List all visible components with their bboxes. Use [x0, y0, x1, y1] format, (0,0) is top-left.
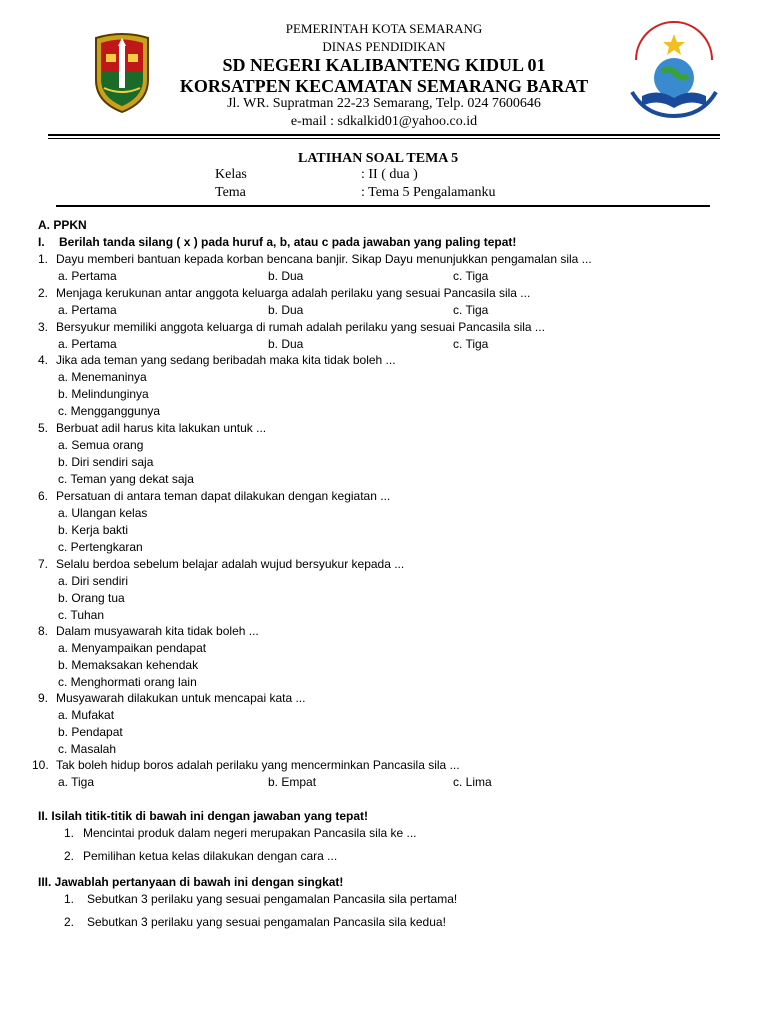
question-text: Dalam musyawarah kita tidak boleh ... [56, 624, 259, 638]
class-value: : II ( dua ) [361, 167, 418, 182]
part2-item-number: 2. [64, 849, 75, 863]
answer-option: c. Tiga [453, 337, 489, 351]
answer-option: c. Masalah [58, 742, 117, 756]
header-government: PEMERINTAH KOTA SEMARANG [285, 21, 483, 36]
question-text: Menjaga kerukunan antar anggota keluarga adalah perilaku yang sesuai Pancasila sila ... [56, 286, 531, 300]
question-text: Jika ada teman yang sedang beribadah maka kita tidak boleh ... [56, 353, 396, 367]
question-text: Berbuat adil harus kita lakukan untuk ... [56, 421, 267, 435]
worksheet-title: LATIHAN SOAL TEMA 5 [298, 151, 459, 166]
part2-instruction: II. Isilah titik-titik di bawah ini dengan jawaban yang tepat! [38, 809, 369, 823]
part2-item-text: Mencintai produk dalam negeri merupakan Pancasila sila ke ... [83, 826, 417, 840]
answer-option: b. Diri sendiri saja [58, 455, 154, 469]
question-number: 1. [38, 252, 49, 266]
answer-option: a. Menyampaikan pendapat [58, 641, 207, 655]
answer-option: a. Menemaninya [58, 370, 147, 384]
answer-option: b. Kerja bakti [58, 523, 129, 537]
answer-option: b. Melindunginya [58, 387, 149, 401]
answer-option: b. Orang tua [58, 591, 125, 605]
question-number: 6. [38, 489, 49, 503]
question-text: Persatuan di antara teman dapat dilakukan dengan kegiatan ... [56, 489, 391, 503]
header-email: e-mail : sdkalkid01@yahoo.co.id [290, 114, 478, 129]
title-divider [56, 205, 710, 207]
answer-option: b. Dua [268, 303, 304, 317]
question-text: Dayu memberi bantuan kepada korban bencana banjir. Sikap Dayu menunjukkan pengamalan sila ... [56, 252, 592, 266]
theme-value: : Tema 5 Pengalamanku [361, 185, 496, 200]
answer-option: c. Tiga [453, 269, 489, 283]
answer-option: a. Semua orang [58, 438, 144, 452]
answer-option: c. Pertengkaran [58, 540, 143, 554]
question-number: 5. [38, 421, 49, 435]
answer-option: b. Dua [268, 269, 304, 283]
section-heading: A. PPKN [38, 218, 87, 232]
question-number: 10. [32, 758, 49, 772]
answer-option: a. Pertama [58, 303, 117, 317]
part3-item-text: Sebutkan 3 perilaku yang sesuai pengamalan Pancasila sila pertama! [87, 892, 458, 906]
question-number: 4. [38, 353, 49, 367]
part3-item-number: 1. [64, 892, 75, 906]
answer-option: c. Menghormati orang lain [58, 675, 197, 689]
question-number: 2. [38, 286, 49, 300]
letterhead-divider-thick [48, 134, 720, 136]
header-district: KORSATPEN KECAMATAN SEMARANG BARAT [179, 76, 589, 96]
answer-option: b. Memaksakan kehendak [58, 658, 199, 672]
theme-label: Tema [215, 185, 246, 200]
question-number: 9. [38, 691, 49, 705]
question-text: Selalu berdoa sebelum belajar adalah wujud bersyukur kepada ... [56, 557, 405, 571]
part3-item-number: 2. [64, 915, 75, 929]
answer-option: c. Lima [453, 775, 492, 789]
answer-option: c. Tiga [453, 303, 489, 317]
class-label: Kelas [215, 167, 247, 182]
part3-item-text: Sebutkan 3 perilaku yang sesuai pengamalan Pancasila sila kedua! [87, 915, 446, 929]
question-number: 7. [38, 557, 49, 571]
answer-option: a. Tiga [58, 775, 95, 789]
question-text: Bersyukur memiliki anggota keluarga di rumah adalah perilaku yang sesuai Pancasila sila ... [56, 320, 545, 334]
header-school-name: SD NEGERI KALIBANTENG KIDUL 01 [222, 55, 546, 75]
part3-instruction: III. Jawablah pertanyaan di bawah ini dengan singkat! [38, 875, 344, 889]
question-text: Tak boleh hidup boros adalah perilaku yang mencerminkan Pancasila sila ... [56, 758, 460, 772]
header-department: DINAS PENDIDIKAN [322, 39, 446, 54]
answer-option: c. Tuhan [58, 608, 105, 622]
header-address: Jl. WR. Supratman 22-23 Semarang, Telp. 024 7600646 [227, 96, 541, 111]
part2-item-number: 1. [64, 826, 75, 840]
answer-option: a. Pertama [58, 337, 117, 351]
part1-instruction: Berilah tanda silang ( x ) pada huruf a, b, atau c pada jawaban yang paling tepat! [59, 235, 517, 249]
question-number: 8. [38, 624, 49, 638]
answer-option: c. Teman yang dekat saja [58, 472, 194, 486]
answer-option: a. Pertama [58, 269, 117, 283]
part2-item-text: Pemilihan ketua kelas dilakukan dengan cara ... [83, 849, 338, 863]
answer-option: b. Pendapat [58, 725, 123, 739]
answer-option: b. Empat [268, 775, 317, 789]
question-text: Musyawarah dilakukan untuk mencapai kata ... [56, 691, 306, 705]
letterhead-divider-thin [48, 138, 720, 139]
question-number: 3. [38, 320, 49, 334]
answer-option: a. Ulangan kelas [58, 506, 148, 520]
answer-option: c. Mengganggunya [58, 404, 161, 418]
answer-option: a. Mufakat [58, 708, 115, 722]
answer-option: b. Dua [268, 337, 304, 351]
answer-option: a. Diri sendiri [58, 574, 129, 588]
part1-number: I. [38, 235, 45, 249]
